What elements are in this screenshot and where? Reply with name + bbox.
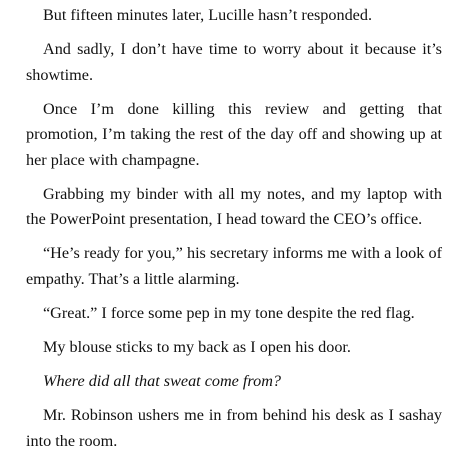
paragraph-2: And sadly, I don’t have time to worry about it because it’s showtime. [26, 40, 442, 84]
paragraph-7: My blouse sticks to my back as I open his door. [43, 338, 351, 357]
paragraph-8-italic-thought: Where did all that sweat come from? [43, 372, 281, 391]
paragraph-9: Mr. Robinson ushers me in from behind his desk as I sashay into the room. [26, 406, 442, 450]
paragraph-3: Once I’m done killing this review and getting that promotion, I’m taking the rest of the day off and showing up at her place with champagne. [26, 99, 442, 169]
paragraph-4: Grabbing my binder with all my notes, and my laptop with the PowerPoint presentation, I head toward the CEO’s office. [26, 184, 442, 229]
paragraph-6: “Great.” I force some pep in my tone despite the red flag. [43, 303, 415, 322]
paragraph-5: “He’s ready for you,” his secretary informs me with a look of empathy. That’s a little alarming. [26, 244, 442, 288]
paragraph-1: But fifteen minutes later, Lucille hasn’t responded. [43, 6, 373, 24]
